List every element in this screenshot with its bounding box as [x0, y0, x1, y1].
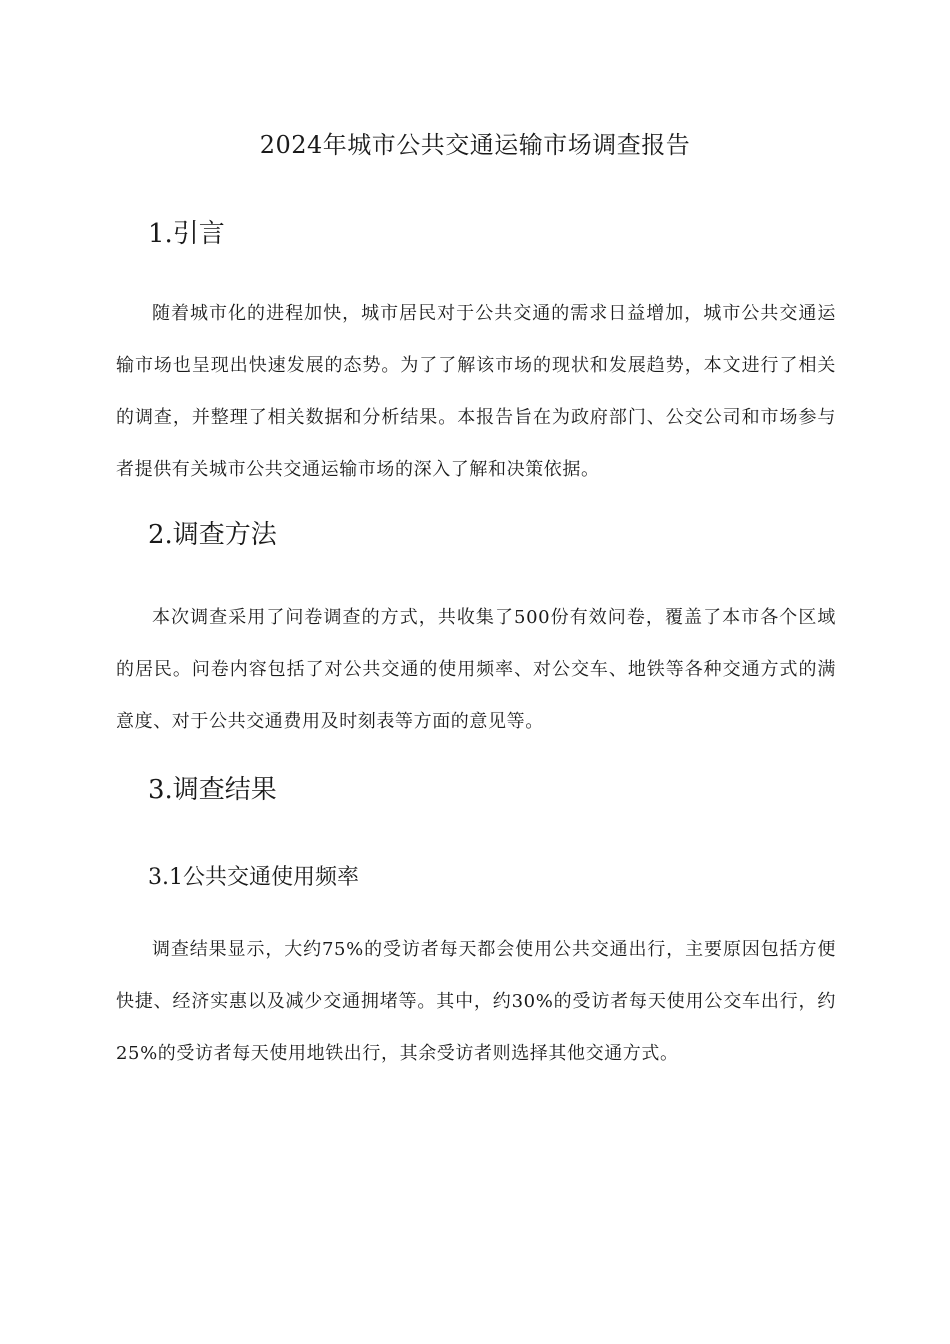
document-title: 2024年城市公共交通运输市场调查报告	[259, 131, 691, 159]
methodology-paragraph: 本次调查采用了问卷调查的方式，共收集了500份有效问卷，覆盖了本市各个区域的居民。问卷内容包括了对公共交通的使用频率、对公交车、地铁等各种交通方式的满意度、对于公共交通费用及时刻表等方面的意见等。	[116, 607, 836, 732]
section-heading-introduction: 1.引言	[148, 219, 225, 249]
section-heading-results: 3.调查结果	[148, 775, 277, 805]
usage-frequency-paragraph: 调查结果显示，大约75%的受访者每天都会使用公共交通出行，主要原因包括方便快捷、经济实惠以及减少交通拥堵等。其中，约30%的受访者每天使用公交车出行，约25%的受访者每天使用地铁出行，其余受访者则选择其他交通方式。	[116, 939, 836, 1064]
introduction-paragraph: 随着城市化的进程加快，城市居民对于公共交通的需求日益增加，城市公共交通运输市场也呈现出快速发展的态势。为了了解该市场的现状和发展趋势，本文进行了相关的调查，并整理了相关数据和分析结果。本报告旨在为政府部门、公交公司和市场参与者提供有关城市公共交通运输市场的深入了解和决策依据。	[116, 303, 836, 480]
section-heading-methodology: 2.调查方法	[148, 520, 277, 550]
subsection-heading-usage-frequency: 3.1公共交通使用频率	[148, 865, 359, 890]
